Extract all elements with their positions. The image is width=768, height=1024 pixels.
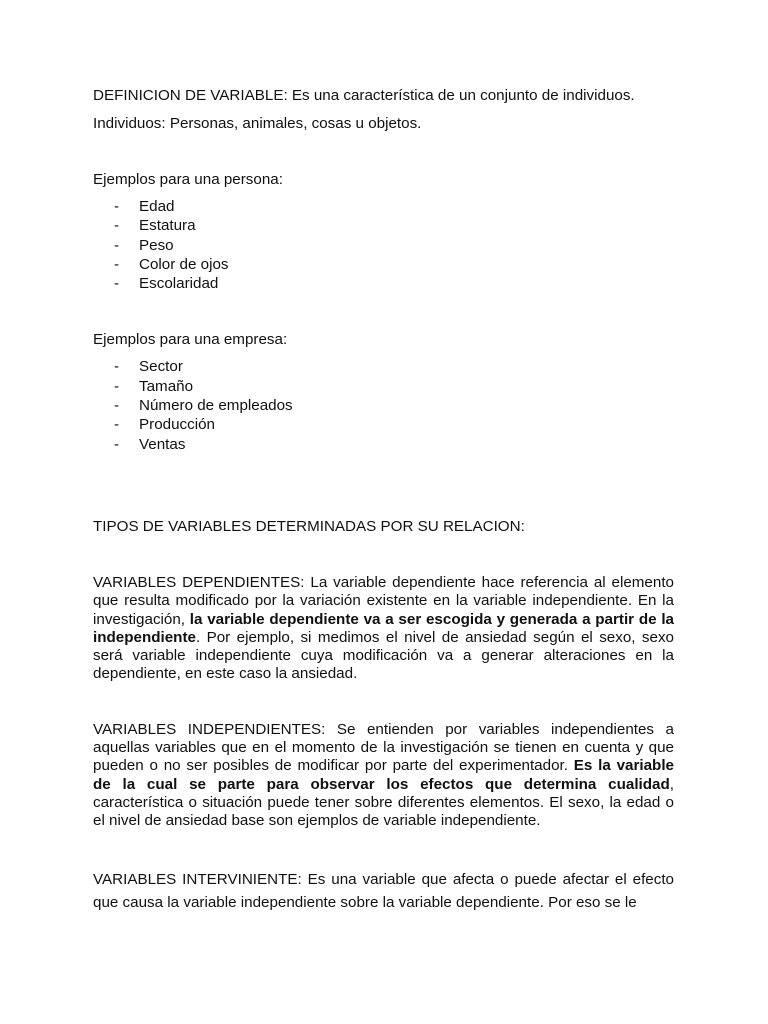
list-item-text: Escolaridad: [139, 275, 219, 293]
list-item: [93, 274, 674, 293]
list-item: [93, 255, 674, 274]
list-item: [93, 357, 674, 376]
intervening-variables-paragraph: VARIABLES INTERVINIENTE: Es una variable que afecta o puede afectar el efecto que causa la variable independiente sobre la variable dependiente. Por eso se le: [93, 870, 674, 912]
list-item-text: Peso: [139, 236, 174, 254]
dash-marker: -: [114, 217, 120, 235]
individuals-line: Individuos: Personas, animales, cosas u objetos.: [93, 115, 422, 132]
dependent-bold-text: la variable dependiente va a ser escogida y generada a partir de la independiente: [93, 610, 674, 646]
definition-line: DEFINICION DE VARIABLE: Es una característica de un conjunto de individuos.: [93, 87, 635, 104]
list-item: [93, 236, 674, 255]
dash-marker: -: [114, 255, 120, 273]
list-item: [93, 415, 674, 434]
list-item-text: Sector: [139, 358, 183, 376]
list-item: [93, 216, 674, 235]
list-item-text: Producción: [139, 416, 215, 434]
dependent-text-start: VARIABLES DEPENDIENTES: La variable dependiente hace referencia al elemento que resulta modificado por la variación existente en la variable independiente. En la investigación,: [93, 573, 674, 628]
dash-marker: -: [114, 358, 120, 376]
person-examples-list: [93, 197, 674, 293]
dash-marker: -: [114, 416, 120, 434]
document-page: [93, 86, 674, 915]
dash-marker: -: [114, 198, 120, 215]
list-item: [93, 435, 674, 454]
list-item: [93, 396, 674, 415]
dependent-variables-paragraph: [93, 574, 674, 684]
list-item-text: Número de empleados: [139, 397, 293, 415]
dash-marker: -: [114, 435, 120, 453]
dash-marker: -: [114, 397, 120, 415]
independent-text-start: VARIABLES INDEPENDIENTES: Se entienden por variables independientes a aquellas variables que en el momento de la investigación se tienen en cuenta y que pueden o no ser posibles de modificar por parte del experimentador.: [93, 720, 674, 775]
list-item-text: Tamaño: [139, 377, 194, 395]
dash-marker: -: [114, 236, 120, 254]
list-item-text: Edad: [139, 198, 175, 215]
list-item: [93, 197, 674, 216]
list-item-text: Color de ojos: [139, 255, 229, 273]
company-examples-list: [93, 357, 674, 453]
dependent-text-end: . Por ejemplo, si medimos el nivel de ansiedad según el sexo, sexo será variable independiente cuya modificación va a generar alteraciones en la dependiente, en este caso la ansiedad.: [93, 628, 674, 683]
independent-variables-paragraph: [93, 721, 674, 831]
types-heading: TIPOS DE VARIABLES DETERMINADAS POR SU RELACION:: [93, 517, 525, 535]
dash-marker: -: [114, 275, 120, 293]
independent-text-end: , característica o situación puede tener sobre diferentes elementos. El sexo, la edad o el nivel de ansiedad base son ejemplos de variable independiente.: [93, 775, 674, 830]
company-examples-heading: Ejemplos para una empresa:: [93, 331, 288, 349]
list-item-text: Ventas: [139, 435, 186, 453]
list-item: [93, 377, 674, 396]
independent-bold-text: Es la variable de la cual se parte para observar los efectos que determina cualidad: [93, 757, 674, 793]
person-examples-heading: Ejemplos para una persona:: [93, 171, 283, 188]
list-item-text: Estatura: [139, 217, 196, 235]
dash-marker: -: [114, 377, 120, 395]
